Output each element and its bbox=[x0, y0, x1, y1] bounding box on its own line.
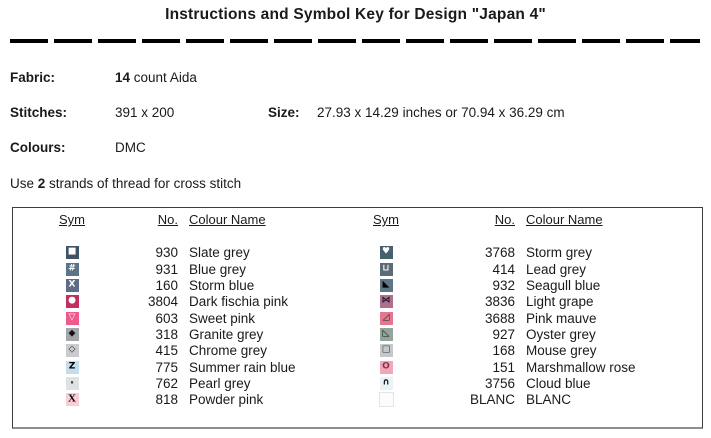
colour-number: 3804 bbox=[147, 294, 178, 310]
symbol-cell bbox=[380, 279, 393, 292]
strands-prefix: Use bbox=[10, 176, 38, 191]
colour-name: BLANC bbox=[526, 392, 572, 408]
symbol-glyph: ◆ bbox=[68, 328, 76, 339]
colour-number: 603 bbox=[155, 310, 178, 326]
colour-number: 775 bbox=[155, 359, 178, 375]
fabric-label: Fabric: bbox=[10, 70, 56, 85]
colour-number: 818 bbox=[155, 392, 178, 408]
colour-name: Summer rain blue bbox=[189, 359, 296, 375]
symbol-key-table bbox=[12, 207, 703, 429]
symbol-glyph: ◣ bbox=[382, 279, 390, 290]
symbol-glyph: Z bbox=[68, 361, 76, 372]
symbol-cell bbox=[66, 393, 79, 406]
symbol-cell bbox=[380, 312, 393, 325]
colour-name: Dark fischia pink bbox=[189, 294, 289, 310]
symbol-glyph: · bbox=[69, 375, 75, 390]
symbol-cell bbox=[380, 295, 393, 308]
stitches-value: 391 x 200 bbox=[115, 105, 175, 120]
symbol-glyph: ◺ bbox=[382, 328, 390, 339]
colour-name: Blue grey bbox=[189, 261, 247, 277]
symbol-glyph: # bbox=[68, 263, 76, 274]
strands-suffix: strands of thread for cross stitch bbox=[45, 176, 242, 191]
colour-number: 932 bbox=[492, 278, 515, 294]
symbol-glyph: X bbox=[68, 392, 76, 405]
header-spacer bbox=[358, 231, 685, 243]
symbol-glyph: ◿ bbox=[382, 312, 390, 323]
symbol-cell bbox=[380, 263, 393, 276]
page-title: Instructions and Symbol Key for Design "Japan 4" bbox=[165, 6, 546, 23]
stitches-label: Stitches: bbox=[10, 105, 68, 120]
symbol-cell bbox=[66, 263, 79, 276]
strands-count: 2 bbox=[37, 176, 46, 191]
colour-name: Oyster grey bbox=[526, 327, 596, 343]
symbol-glyph: ● bbox=[68, 295, 76, 306]
symbol-cell bbox=[66, 361, 79, 374]
fabric-value bbox=[115, 70, 197, 85]
size-value: 27.93 x 14.29 inches or 70.94 x 36.29 cm bbox=[317, 105, 565, 120]
symbol-cell bbox=[380, 246, 393, 259]
colour-name: Sweet pink bbox=[189, 310, 256, 326]
symbol-cell bbox=[66, 312, 79, 325]
colour-name: Storm grey bbox=[526, 245, 593, 261]
size-label: Size: bbox=[268, 105, 300, 120]
colour-number: 318 bbox=[155, 327, 178, 343]
symbol-cell bbox=[379, 392, 394, 407]
colour-name: Seagull blue bbox=[526, 278, 601, 294]
colour-name: Powder pink bbox=[189, 392, 264, 408]
colour-number: 930 bbox=[155, 245, 178, 261]
symbol-glyph: X bbox=[68, 279, 76, 290]
fabric-count: 14 bbox=[115, 70, 131, 85]
colour-number: 414 bbox=[492, 261, 515, 277]
symbol-key-right-column bbox=[358, 212, 685, 408]
colour-number: 3836 bbox=[484, 294, 515, 310]
colour-number: 415 bbox=[155, 343, 178, 359]
colour-number: BLANC bbox=[469, 392, 515, 408]
colours-label: Colours: bbox=[10, 140, 66, 155]
header-sym: Sym bbox=[59, 212, 85, 228]
header-sym: Sym bbox=[373, 212, 399, 228]
colour-name: Cloud blue bbox=[526, 376, 591, 392]
colour-name: Light grape bbox=[526, 294, 594, 310]
strands-note bbox=[10, 176, 241, 191]
symbol-cell bbox=[66, 344, 79, 357]
symbol-glyph: ♥ bbox=[381, 246, 391, 257]
colour-name: Chrome grey bbox=[189, 343, 268, 359]
colour-name: Mouse grey bbox=[526, 343, 597, 359]
colour-number: 931 bbox=[155, 261, 178, 277]
symbol-cell bbox=[380, 361, 393, 374]
symbol-glyph: □ bbox=[381, 344, 391, 355]
symbol-cell bbox=[66, 377, 79, 390]
colour-number: 160 bbox=[155, 278, 178, 294]
colours-value: DMC bbox=[115, 140, 146, 155]
symbol-glyph: ⋈ bbox=[381, 295, 391, 306]
colour-number: 168 bbox=[492, 343, 515, 359]
colour-number: 927 bbox=[492, 327, 515, 343]
colour-name: Marshmallow rose bbox=[526, 359, 636, 375]
symbol-cell bbox=[66, 328, 79, 341]
fabric-rest: count Aida bbox=[130, 70, 197, 85]
symbol-key-left-column bbox=[44, 212, 338, 408]
stitches-row bbox=[10, 105, 565, 120]
symbol-cell bbox=[66, 246, 79, 259]
colour-number: 3756 bbox=[484, 376, 515, 392]
header-colour-name: Colour Name bbox=[526, 212, 603, 228]
fabric-row bbox=[10, 70, 197, 85]
header-spacer bbox=[44, 231, 338, 243]
colour-number: 151 bbox=[492, 359, 515, 375]
colour-name: Lead grey bbox=[526, 261, 587, 277]
colour-name: Granite grey bbox=[189, 327, 264, 343]
title-divider-rule bbox=[10, 39, 700, 43]
symbol-cell bbox=[380, 377, 393, 390]
colour-name: Slate grey bbox=[189, 245, 250, 261]
colour-name: Pink mauve bbox=[526, 310, 597, 326]
symbol-glyph: ▽ bbox=[68, 312, 76, 323]
colour-number: 762 bbox=[155, 376, 178, 392]
colour-number: 3688 bbox=[484, 310, 515, 326]
symbol-glyph: ∩ bbox=[382, 377, 390, 388]
symbol-glyph: ■ bbox=[67, 246, 77, 257]
symbol-glyph: O bbox=[382, 361, 390, 372]
symbol-glyph: ◇ bbox=[68, 344, 76, 355]
symbol-cell bbox=[380, 344, 393, 357]
header-colour-name: Colour Name bbox=[189, 212, 266, 228]
header-no: No. bbox=[157, 212, 178, 228]
colour-name: Pearl grey bbox=[189, 376, 251, 392]
colour-number: 3768 bbox=[484, 245, 515, 261]
symbol-glyph: ⊔ bbox=[382, 263, 390, 274]
header-no: No. bbox=[494, 212, 515, 228]
symbol-cell bbox=[66, 279, 79, 292]
symbol-cell bbox=[66, 295, 79, 308]
symbol-cell bbox=[380, 328, 393, 341]
colours-row bbox=[10, 140, 146, 155]
colour-name: Storm blue bbox=[189, 278, 255, 294]
